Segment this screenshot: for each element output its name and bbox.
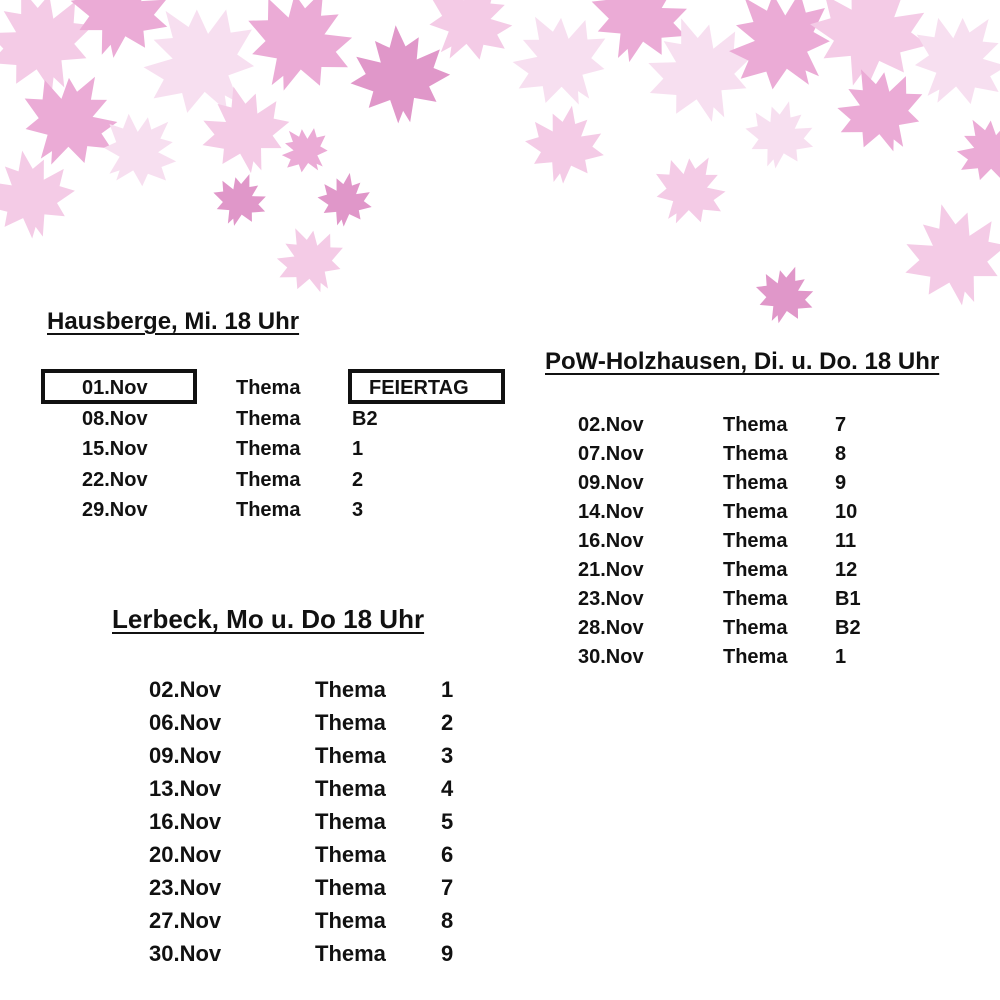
list-item <box>82 495 522 526</box>
thema-value: B2 <box>352 407 378 430</box>
thema-value: 7 <box>441 875 454 900</box>
list-item <box>149 772 569 805</box>
thema-label: Thema <box>315 941 386 966</box>
thema-label: Thema <box>723 530 788 552</box>
list-item <box>82 373 522 404</box>
list-item <box>578 468 998 497</box>
thema-label: Thema <box>315 776 386 801</box>
list-item <box>578 555 998 584</box>
list-item <box>149 871 569 904</box>
thema-label: Thema <box>236 468 301 491</box>
pow-holzhausen-rows <box>578 410 998 671</box>
list-item <box>82 465 522 496</box>
thema-label: Thema <box>236 438 301 460</box>
pow-holzhausen-title: PoW-Holzhausen, Di. u. Do. 18 Uhr <box>545 348 940 375</box>
thema-label: Thema <box>315 842 386 867</box>
thema-label: Thema <box>723 559 788 581</box>
thema-value: 2 <box>441 710 454 735</box>
thema-value: 6 <box>441 842 454 867</box>
maple-leaf-icon-group <box>0 0 1000 330</box>
date: 23.Nov <box>578 588 644 610</box>
list-item <box>149 937 569 970</box>
thema-label: Thema <box>315 908 386 933</box>
date: 20.Nov <box>149 842 222 867</box>
date: 22.Nov <box>82 468 148 491</box>
thema-label: Thema <box>315 743 386 768</box>
thema-value: 12 <box>835 559 858 581</box>
thema-value: 1 <box>352 438 364 460</box>
thema-value: 2 <box>352 468 364 491</box>
thema-value: 3 <box>352 499 364 521</box>
thema-label: Thema <box>315 875 386 900</box>
thema-label: Thema <box>315 677 386 702</box>
list-item <box>149 673 569 706</box>
list-item <box>149 739 569 772</box>
thema-label: Thema <box>723 617 788 639</box>
thema-value: B2 <box>835 617 861 639</box>
thema-value: 5 <box>441 809 454 834</box>
date: 08.Nov <box>82 407 148 430</box>
thema-value: 8 <box>835 443 847 465</box>
thema-label: Thema <box>723 588 788 610</box>
list-item <box>578 526 998 555</box>
thema-label: Thema <box>723 646 788 668</box>
thema-value: 1 <box>441 677 454 702</box>
thema-value: 3 <box>441 743 454 768</box>
date: 14.Nov <box>578 501 644 523</box>
date: 28.Nov <box>578 617 644 639</box>
list-item <box>149 904 569 937</box>
list-item <box>149 706 569 739</box>
date: 27.Nov <box>149 908 222 933</box>
date: 07.Nov <box>578 443 644 465</box>
date: 16.Nov <box>149 809 222 834</box>
list-item <box>578 642 998 671</box>
maple-leaves-decoration <box>0 0 1000 330</box>
thema-value: FEIERTAG <box>369 377 469 399</box>
lerbeck-rows <box>149 673 569 970</box>
list-item <box>578 584 998 613</box>
thema-value: 9 <box>835 472 847 494</box>
list-item <box>149 805 569 838</box>
thema-label: Thema <box>723 443 788 465</box>
date: 23.Nov <box>149 875 222 900</box>
thema-label: Thema <box>723 414 788 436</box>
list-item <box>82 434 522 465</box>
date: 13.Nov <box>149 776 222 801</box>
lerbeck-title: Lerbeck, Mo u. Do 18 Uhr <box>112 604 425 634</box>
date: 30.Nov <box>578 646 644 668</box>
thema-value: B1 <box>835 588 861 610</box>
list-item <box>578 497 998 526</box>
date: 16.Nov <box>578 530 644 552</box>
date: 09.Nov <box>578 472 644 494</box>
date: 02.Nov <box>149 677 222 702</box>
list-item <box>82 404 522 435</box>
thema-value: 8 <box>441 908 454 933</box>
date: 29.Nov <box>82 499 148 521</box>
date: 21.Nov <box>578 559 644 581</box>
hausberge-title: Hausberge, Mi. 18 Uhr <box>47 308 300 335</box>
thema-label: Thema <box>236 499 301 521</box>
thema-value: 9 <box>441 941 454 966</box>
thema-value: 1 <box>835 646 847 668</box>
date: 09.Nov <box>149 743 222 768</box>
thema-value: 4 <box>441 776 454 801</box>
thema-value: 7 <box>835 414 847 436</box>
thema-label: Thema <box>315 809 386 834</box>
date: 06.Nov <box>149 710 222 735</box>
thema-label: Thema <box>723 501 788 523</box>
thema-value: 11 <box>835 530 857 552</box>
list-item <box>578 410 998 439</box>
date: 01.Nov <box>82 377 148 399</box>
thema-label: Thema <box>723 472 788 494</box>
date: 02.Nov <box>578 414 644 436</box>
thema-label: Thema <box>236 407 301 430</box>
thema-label: Thema <box>315 710 386 735</box>
list-item <box>578 439 998 468</box>
date: 15.Nov <box>82 438 148 460</box>
list-item <box>578 613 998 642</box>
thema-value: 10 <box>835 501 858 523</box>
date: 30.Nov <box>149 941 222 966</box>
hausberge-rows <box>82 373 522 526</box>
thema-label: Thema <box>236 377 301 399</box>
list-item <box>149 838 569 871</box>
